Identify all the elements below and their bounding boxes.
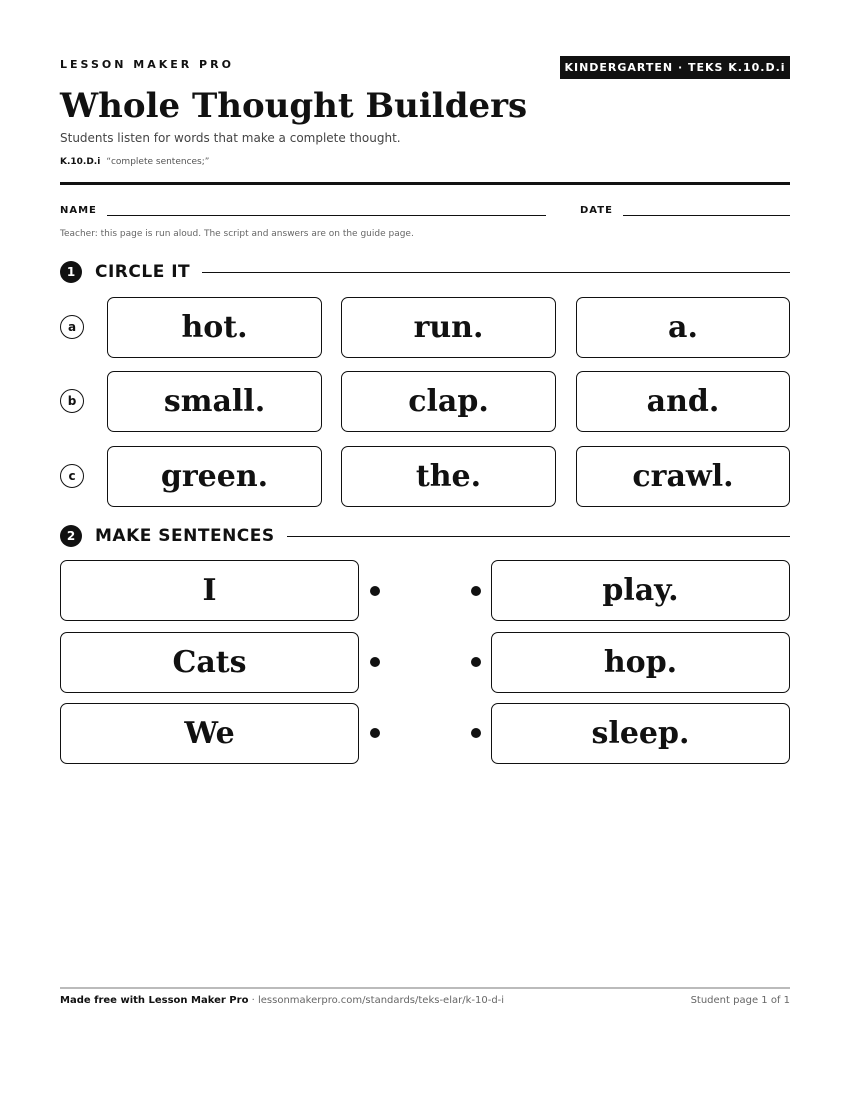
word-card[interactable]: hot. — [107, 297, 322, 358]
section-1-title: CIRCLE IT — [95, 262, 191, 282]
word-card[interactable]: crawl. — [576, 446, 790, 507]
word-card[interactable]: a. — [576, 297, 790, 358]
page-title: Whole Thought Builders — [60, 86, 528, 126]
section-2-number: 2 — [60, 525, 82, 547]
footer-page-number: Student page 1 of 1 — [690, 995, 790, 1006]
brand-name: LESSON MAKER PRO — [60, 58, 234, 71]
match-dot-right[interactable] — [471, 657, 481, 667]
match-dot-right[interactable] — [471, 728, 481, 738]
standard-text: “complete sentences;” — [106, 157, 210, 167]
section-2-header — [60, 524, 790, 548]
footer-made-with: Made free with Lesson Maker Pro — [60, 995, 249, 1006]
predicate-card[interactable]: play. — [491, 560, 790, 621]
subject-card[interactable]: We — [60, 703, 359, 764]
standard-line — [60, 157, 209, 167]
match-dot-right[interactable] — [471, 586, 481, 596]
word-card[interactable]: clap. — [341, 371, 556, 432]
name-label: NAME — [60, 205, 97, 216]
footer-credit — [60, 995, 504, 1006]
footer-divider — [60, 987, 790, 989]
section-1-header — [60, 260, 790, 284]
row-letter-c: c — [60, 464, 84, 488]
match-dot-left[interactable] — [370, 728, 380, 738]
section-1-rule — [202, 272, 790, 273]
predicate-card[interactable]: sleep. — [491, 703, 790, 764]
page-subtitle: Students listen for words that make a complete thought. — [60, 131, 401, 145]
word-card[interactable]: run. — [341, 297, 556, 358]
date-field[interactable] — [623, 215, 790, 216]
header-divider — [60, 182, 790, 185]
word-card[interactable]: green. — [107, 446, 322, 507]
match-dot-left[interactable] — [370, 657, 380, 667]
teacher-note: Teacher: this page is run aloud. The script and answers are on the guide page. — [60, 229, 414, 239]
grade-standard-badge: KINDERGARTEN · TEKS K.10.D.i — [560, 56, 790, 79]
subject-card[interactable]: I — [60, 560, 359, 621]
row-letter-a: a — [60, 315, 84, 339]
section-2-title: MAKE SENTENCES — [95, 526, 275, 546]
name-field[interactable] — [107, 215, 546, 216]
row-letter-b: b — [60, 389, 84, 413]
subject-card[interactable]: Cats — [60, 632, 359, 693]
section-1-number: 1 — [60, 261, 82, 283]
date-label: DATE — [580, 205, 613, 216]
match-dot-left[interactable] — [370, 586, 380, 596]
footer-url[interactable]: · lessonmakerpro.com/standards/teks-elar/k-10-d-i — [248, 995, 505, 1006]
section-2-rule — [287, 536, 790, 537]
standard-code: K.10.D.i — [60, 157, 101, 167]
word-card[interactable]: the. — [341, 446, 556, 507]
word-card[interactable]: small. — [107, 371, 322, 432]
word-card[interactable]: and. — [576, 371, 790, 432]
predicate-card[interactable]: hop. — [491, 632, 790, 693]
